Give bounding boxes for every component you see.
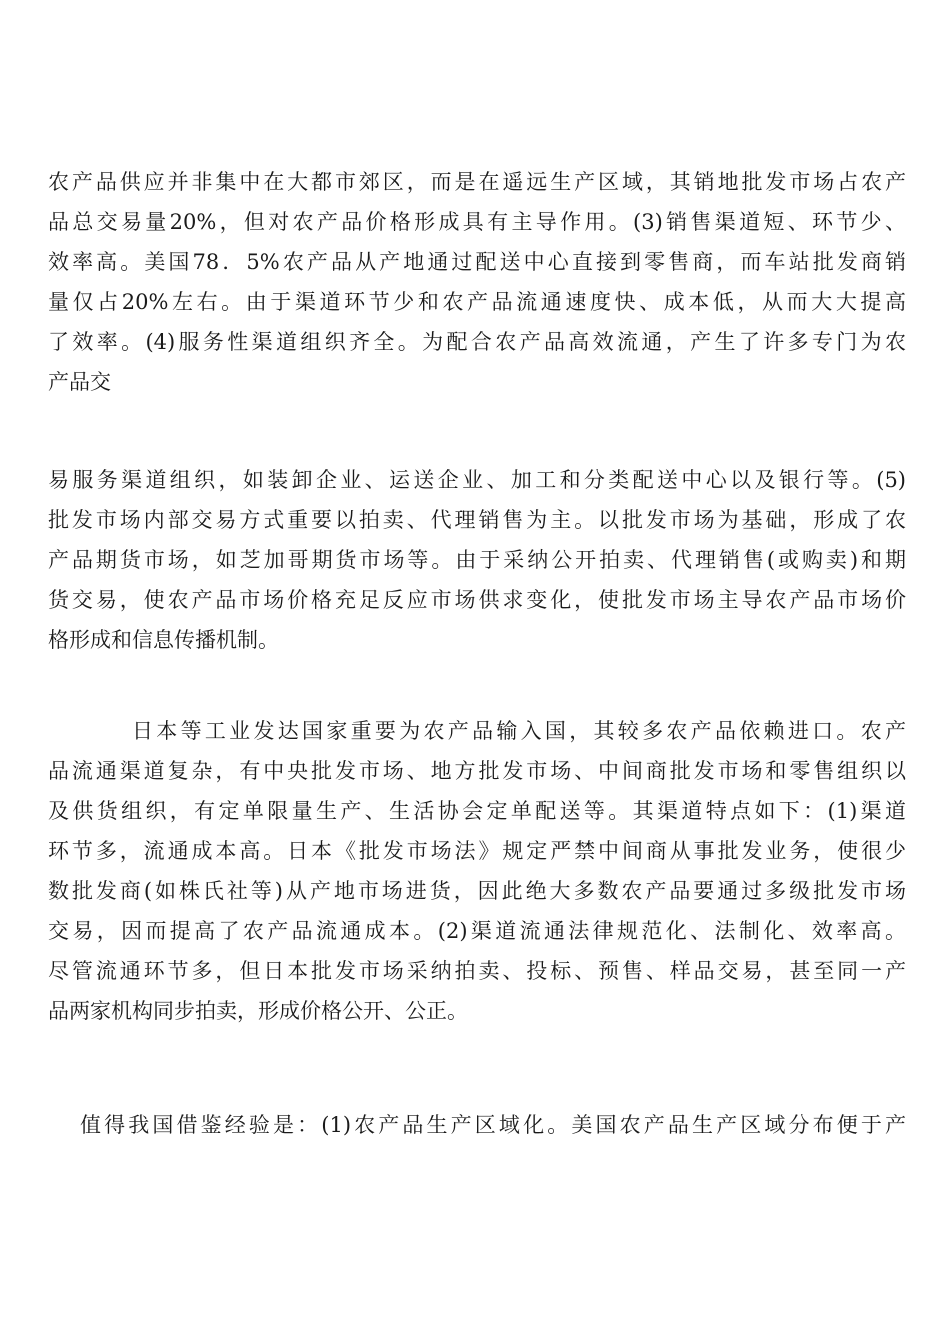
text-line: 值得我国借鉴经验是：(1)农产品生产区域化。美国农产品生产区域分布便于产	[80, 1113, 906, 1137]
text-line: 品流通渠道复杂，有中央批发市场、地方批发市场、中间商批发市场和零售组织以	[48, 759, 906, 783]
text-line: 数批发商(如株氏社等)从产地市场进货，因此绝大多数农产品要通过多级批发市场	[48, 879, 906, 903]
text-line: 环节多，流通成本高。日本《批发市场法》规定严禁中间商从事批发业务，使很少	[48, 839, 906, 863]
text-line: 产品交	[48, 370, 111, 394]
text-line: 量仅占20%左右。由于渠道环节少和农产品流通速度快、成本低，从而大大提高	[48, 290, 906, 314]
text-line: 农产品供应并非集中在大都市郊区，而是在遥远生产区域，其销地批发市场占农产	[48, 170, 906, 194]
text-line: 效率高。美国78．5%农产品从产地通过配送中心直接到零售商，而车站批发商销	[48, 250, 906, 274]
text-line: 批发市场内部交易方式重要以拍卖、代理销售为主。以批发市场为基础，形成了农	[48, 508, 906, 532]
text-line: 尽管流通环节多，但日本批发市场采纳拍卖、投标、预售、样品交易，甚至同一产	[48, 959, 906, 983]
text-line: 及供货组织，有定单限量生产、生活协会定单配送等。其渠道特点如下：(1)渠道	[48, 799, 906, 823]
text-line: 格形成和信息传播机制。	[48, 628, 279, 652]
text-line: 交易，因而提高了农产品流通成本。(2)渠道流通法律规范化、法制化、效率高。	[48, 919, 906, 943]
text-line: 了效率。(4)服务性渠道组织齐全。为配合农产品高效流通，产生了许多专门为农	[48, 330, 906, 354]
text-line: 易服务渠道组织，如装卸企业、运送企业、加工和分类配送中心以及银行等。(5)	[48, 468, 906, 492]
text-line: 日本等工业发达国家重要为农产品输入国，其较多农产品依赖进口。农产	[132, 719, 906, 743]
paragraph-us-channels	[48, 162, 906, 402]
text-line: 货交易，使农产品市场价格充足反应市场供求变化，使批发市场主导农产品市场价	[48, 588, 906, 612]
paragraph-lessons	[48, 1105, 906, 1145]
text-line: 产品期货市场，如芝加哥期货市场等。由于采纳公开拍卖、代理销售(或购卖)和期	[48, 548, 906, 572]
paragraph-us-channels-continued	[48, 460, 906, 660]
text-line: 品两家机构同步拍卖，形成价格公开、公正。	[48, 999, 468, 1023]
text-line: 品总交易量20%，但对农产品价格形成具有主导作用。(3)销售渠道短、环节少、	[48, 210, 906, 234]
paragraph-japan-channels	[48, 711, 906, 1031]
